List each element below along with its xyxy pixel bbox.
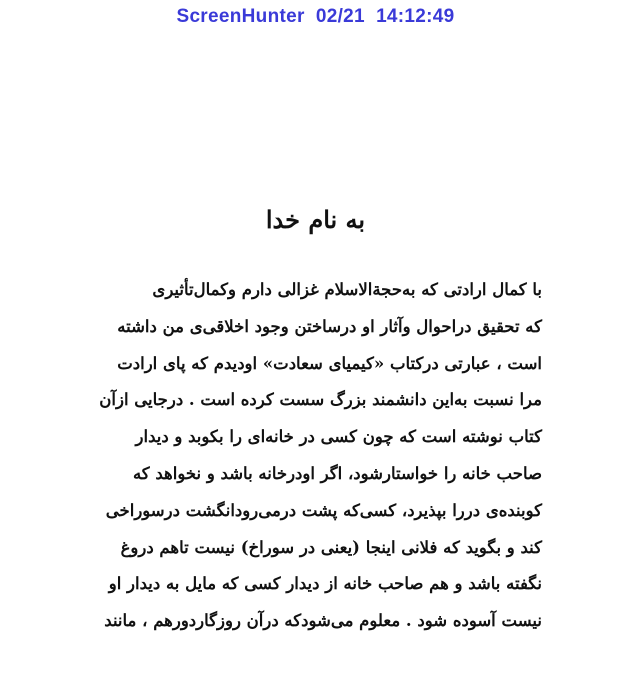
paragraph-line: صاحب خانه را خواستارشود، اگر اودرخانه باشد و نخواهد که — [132, 463, 542, 483]
paragraph-line: نیست آسوده شود . معلوم می‌شودکه درآن روزگاردورهم ، مانند — [104, 611, 542, 631]
paragraph-line: مرا نسبت به‌این دانشمند بزرگ سست کرده است . درجایی ازآن — [99, 390, 542, 410]
paragraph-line: کتاب نوشته است که چون کسی در خانه‌ای را بکوبد و دیدار — [135, 427, 542, 447]
paragraph-line: که تحقیق دراحوال وآثار او درساختن وجود اخلاقی‌ی من داشته — [117, 316, 542, 336]
watermark-date: 02/21 — [315, 6, 365, 27]
watermark-time: 14:12:49 — [376, 6, 455, 27]
screenshot-watermark — [0, 6, 631, 28]
watermark-app-name: ScreenHunter — [176, 6, 305, 27]
page-title: به نام خدا — [265, 205, 366, 234]
paragraph-line: کوبنده‌ی دررا بپذیرد، کسی‌که پشت درمی‌رودانگشت درسوراخی — [105, 500, 542, 520]
paragraph-line: است ، عبارتی درکتاب «کیمیای سعادت» اودیدم که پای ارادت — [117, 353, 542, 373]
paragraph-line: با کمال ارادتی که به‌حجة‌الاسلام غزالی دارم وکمال‌تأثیری — [152, 280, 542, 299]
paragraph-line: نگفته باشد و هم صاحب خانه از دیدار کسی که مایل به دیدار او — [108, 574, 542, 594]
paragraph-line: کند و بگوید که فلانی اینجا (یعنی در سوراخ) نیست تاهم دروغ — [120, 537, 542, 557]
body-paragraph — [84, 272, 542, 640]
